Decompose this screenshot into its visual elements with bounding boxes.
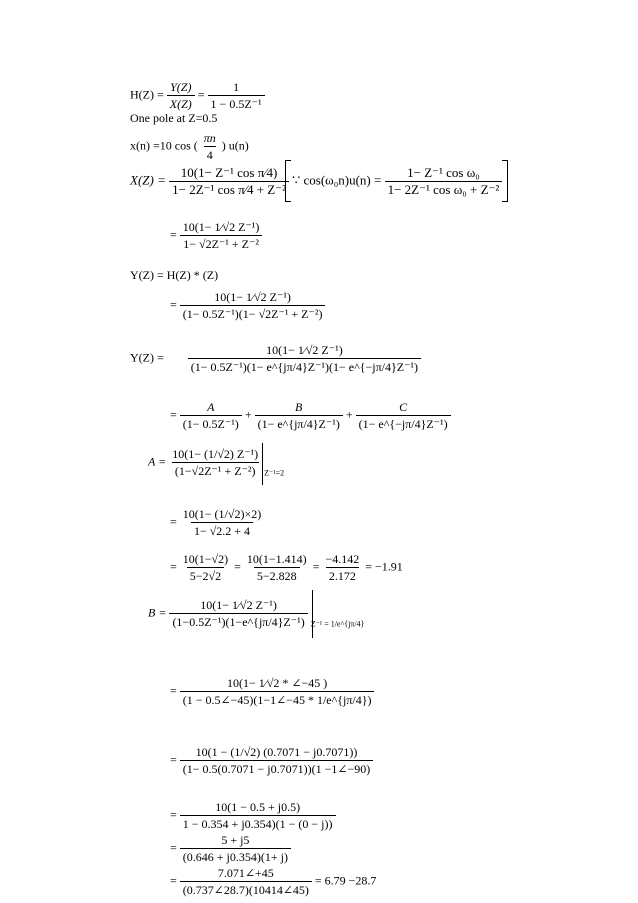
b-line: B = $\frac{\text{10(1− 1⁄√2 Z⁻¹)}}{\text{(1−0.5Z⁻¹)(1−e\textasciicircum{}\{jπ/4\}Z⁻¹)}}$ $_{Z^{-1} = 1/e\^{}\{j\pi/4\}}$ [148, 598, 365, 629]
yz1-line: = $\frac{\text{10(1− 1⁄√2 Z⁻¹)}}{\text{(1− 0.5Z⁻¹)(1− √2Z⁻¹ + Z⁻²)}}$ [170, 290, 325, 321]
a3-line: = $\frac{10(1-√2)}{5-2√2}$ = $\frac{10(1-1.414)}{5-2.828}$ = $\frac{-4.142}{2.172}$ = −1.91 [170, 552, 403, 583]
yz2-line: Y(Z) = $\frac{\text{10(1− 1⁄√2 Z⁻¹)}}{\text{(1− 0.5Z⁻¹)(1− e\textasciicircum{}\{jπ/4\}Z⁻¹)(1− e\textasciicircum{}\{−jπ/4\}Z⁻¹)}}$ [130, 343, 421, 374]
one-pole-text: One pole at Z=0.5 [130, 111, 218, 125]
b4-line: = $\frac{10(1 - 0.5 + j0.5)}{1 - 0.354 + j0.354)(1 - (0 - j))}$ [170, 800, 336, 831]
xz2-line: = $\frac{\text{10(1− 1⁄√2 Z⁻¹)}}{\text{1− √2Z⁻¹ + Z⁻²}}$ [170, 220, 262, 251]
b5-line: = $\frac{5 + j5}{(0.646 + j0.354)(1+ j)}$ [170, 833, 291, 864]
right-bracket [502, 160, 508, 202]
yz-hz-text: Y(Z) = H(Z) * (Z) [130, 268, 219, 282]
a-line: A = $\frac{\text{10(1− (1/√2) Z⁻¹)}}{\text{(1−√2Z⁻¹ + Z⁻²)}}$ $_{Z^{-1}=2}$ [148, 447, 285, 478]
eval-bar-a [262, 443, 263, 485]
hz-label: H(Z) = [130, 87, 164, 102]
hz-fraction-2: $\frac{1}{\text{1 − 0.5Z⁻¹}}$ [208, 80, 265, 111]
hz-line: H(Z) = $\frac{Y(Z)}{X(Z)}$ = $\frac{1}{\text{1 − 0.5Z⁻¹}}$ [130, 80, 265, 111]
partial-fraction-line: = $\frac{A}{\text{(1− 0.5Z⁻¹)}}$ + $\frac{B}{\text{(1− e\textasciicircum{}\{jπ/4\}Z⁻¹)}}$ + $\frac{C}{\text{(1− e\textasciicircum{}\{−jπ/4\}Z⁻¹)}}$ [170, 400, 451, 431]
xn-line: x(n) =10 cos ( $\frac{\pi n}{4}$ ) u(n) [130, 131, 249, 162]
a2-line: = $\frac{10(1- (1/√2)\times 2)}{1- √2.2 + 4}$ [170, 507, 262, 538]
hz-fraction: $\frac{Y(Z)}{X(Z)}$ [167, 80, 195, 111]
b6-line: = $\frac{7.071\angle+45}{(0.737\angle 28.7)(10414\angle 45)}$ = 6.79 −28.7 [170, 866, 377, 897]
b3-line: = $\frac{10(1 - (1/√2) (0.7071 - j0.7071))}{(1- 0.5(0.7071 - j0.7071))(1 -1\angle-90)}$ [170, 745, 373, 776]
xz-line: X(Z) = $\frac{\text{10(1− Z⁻¹ cos π⁄4)}}{\text{1− 2Z⁻¹ cos π⁄4 + Z⁻²}}$ [130, 166, 289, 197]
b2-line: = $\frac{10(1- 1⁄√2 * \angle-45 )}{(1 - 0.5\angle-45)(1-1\angle-45 * 1/e\^{}\{j\pi/4\})}$ [170, 676, 374, 707]
left-bracket [285, 160, 291, 202]
eval-bar-b [312, 590, 313, 638]
since-line: ∵ cos(ω₀n)u(n) = $\frac{\text{1− Z⁻¹ cos ω₀}}{\text{1− 2Z⁻¹ cos ω₀ + Z⁻²}}$ [292, 166, 502, 197]
